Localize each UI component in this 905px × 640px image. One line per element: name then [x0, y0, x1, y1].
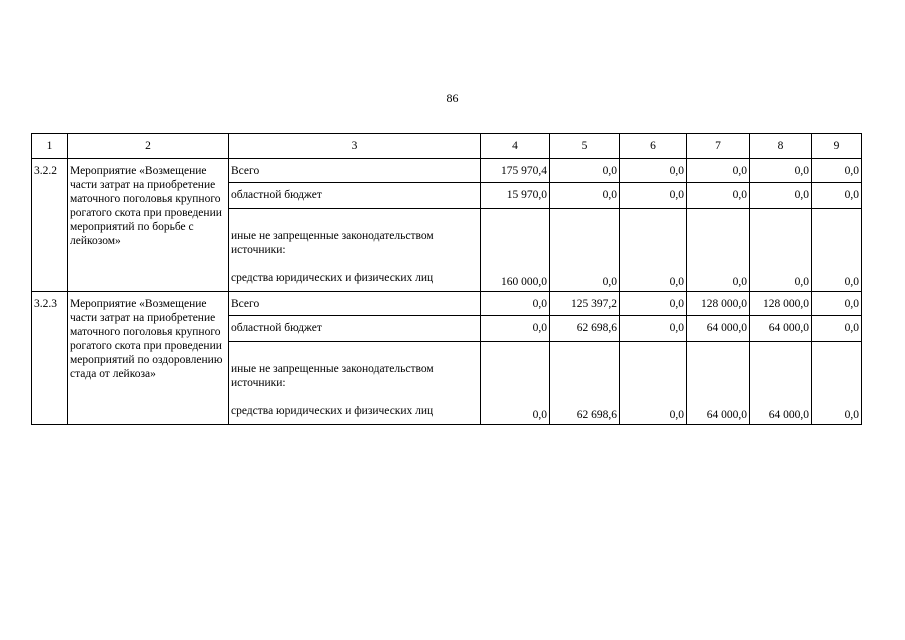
funding-source-other: иные не запрещенные законодательством источники: — [231, 363, 434, 389]
funding-source-other: иные не запрещенные законодательством источники: — [231, 230, 434, 256]
funding-source-legal-entities: средства юридических и физических лиц — [231, 405, 434, 417]
value-cell: 0,0 — [620, 316, 687, 342]
item-code: 3.2.2 — [32, 159, 68, 292]
value-cell: 125 397,2 — [550, 292, 620, 316]
value-cell: 0,0 — [687, 209, 750, 292]
table-row — [32, 159, 862, 183]
value-cell: 0,0 — [812, 159, 862, 183]
column-header-5: 5 — [550, 134, 620, 159]
value-cell: 160 000,0 — [481, 209, 550, 292]
value-cell: 62 698,6 — [550, 316, 620, 342]
value-cell: 0,0 — [687, 183, 750, 209]
value-cell: 0,0 — [750, 183, 812, 209]
column-header-7: 7 — [687, 134, 750, 159]
column-header-3: 3 — [229, 134, 481, 159]
budget-table — [31, 133, 862, 425]
value-cell: 0,0 — [620, 292, 687, 316]
value-cell: 64 000,0 — [750, 316, 812, 342]
item-description: Мероприятие «Возмещение части затрат на приобретение маточного поголовья крупного рогатого скота при проведении мероприятий по борьбе с лейкозом» — [68, 159, 229, 292]
value-cell: 15 970,0 — [481, 183, 550, 209]
value-cell: 175 970,4 — [481, 159, 550, 183]
value-cell: 0,0 — [812, 183, 862, 209]
value-cell: 128 000,0 — [687, 292, 750, 316]
value-cell: 0,0 — [550, 209, 620, 292]
table-row — [32, 292, 862, 316]
column-header-6: 6 — [620, 134, 687, 159]
value-cell: 0,0 — [750, 209, 812, 292]
column-header-2: 2 — [68, 134, 229, 159]
item-code: 3.2.3 — [32, 292, 68, 425]
value-cell: 0,0 — [812, 292, 862, 316]
funding-source: областной бюджет — [229, 316, 481, 342]
value-cell: 0,0 — [620, 159, 687, 183]
column-header-9: 9 — [812, 134, 862, 159]
value-cell: 62 698,6 — [550, 342, 620, 425]
value-cell: 0,0 — [812, 342, 862, 425]
value-cell: 0,0 — [481, 316, 550, 342]
value-cell: 0,0 — [481, 292, 550, 316]
column-header-8: 8 — [750, 134, 812, 159]
value-cell: 0,0 — [620, 183, 687, 209]
funding-source: Всего — [229, 159, 481, 183]
value-cell: 64 000,0 — [687, 342, 750, 425]
funding-source — [229, 342, 481, 425]
value-cell: 0,0 — [687, 159, 750, 183]
value-cell: 0,0 — [550, 183, 620, 209]
item-description: Мероприятие «Возмещение части затрат на приобретение маточного поголовья крупного рогатого скота при проведении мероприятий по оздоровлению стада от лейкоза» — [68, 292, 229, 425]
value-cell: 0,0 — [750, 159, 812, 183]
value-cell: 0,0 — [481, 342, 550, 425]
funding-source: областной бюджет — [229, 183, 481, 209]
value-cell: 64 000,0 — [750, 342, 812, 425]
column-header-4: 4 — [481, 134, 550, 159]
value-cell: 64 000,0 — [687, 316, 750, 342]
value-cell: 0,0 — [550, 159, 620, 183]
funding-source-legal-entities: средства юридических и физических лиц — [231, 272, 434, 284]
column-header-1: 1 — [32, 134, 68, 159]
value-cell: 128 000,0 — [750, 292, 812, 316]
funding-source: Всего — [229, 292, 481, 316]
value-cell: 0,0 — [812, 209, 862, 292]
value-cell: 0,0 — [812, 316, 862, 342]
value-cell: 0,0 — [620, 209, 687, 292]
header-row — [32, 134, 862, 159]
value-cell: 0,0 — [620, 342, 687, 425]
funding-source — [229, 209, 481, 292]
page-number: 86 — [446, 91, 459, 105]
